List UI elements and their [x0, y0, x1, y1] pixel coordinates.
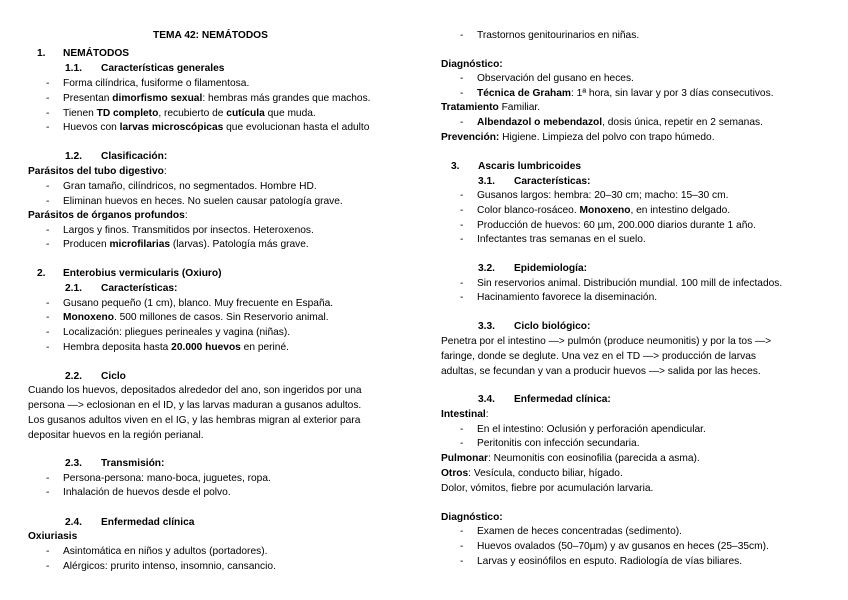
paragraph-label: Oxiuriasis: [28, 531, 78, 542]
list-item-text: Monoxeno. 500 millones de casos. Sin Reservorio animal.: [63, 312, 329, 323]
paragraph-line: Dolor, vómitos, fiebre por acumulación larvaria.: [441, 483, 654, 494]
list-item: [46, 312, 329, 324]
bullet: -: [46, 108, 50, 119]
bullet: -: [46, 181, 50, 192]
list-item: [46, 546, 268, 558]
section-title: Enfermedad clínica: [101, 517, 195, 528]
paragraph-line: faringe, donde se deglute. Una vez en el TD —> producción de larvas: [441, 351, 756, 362]
section-1-1-heading: [65, 63, 225, 75]
section-number: 1.1.: [65, 63, 82, 74]
list-item: [46, 93, 371, 105]
list-item: [460, 526, 682, 538]
bullet: -: [460, 88, 464, 99]
paragraph-line: adultas, se fecundan y van a producir huevos —> salida por las heces.: [441, 366, 761, 377]
list-item: [46, 473, 271, 485]
list-item-text: Peritonitis con infección secundaria.: [477, 438, 640, 449]
bullet: -: [46, 473, 50, 484]
bullet: -: [460, 278, 464, 289]
list-item-text: Color blanco-rosáceo. Monoxeno, en intestino delgado.: [477, 205, 731, 216]
list-item: [460, 205, 731, 217]
paragraph-line: Cuando los huevos, depositados alrededor del ano, son ingeridos por una: [28, 385, 362, 396]
section-title: Características:: [514, 176, 591, 187]
section-title: Transmisión:: [101, 458, 165, 469]
list-item-text: Alérgicos: prurito intenso, insomnio, cansancio.: [63, 561, 276, 572]
list-item: [460, 117, 763, 129]
list-item: [460, 88, 774, 100]
paragraph-line: Los gusanos adultos viven en el IG, y las hembras migran al exterior para: [28, 415, 361, 426]
section-3-2-heading: [478, 263, 588, 275]
list-item-text: Huevos ovalados (50–70µm) y av gusanos en heces (25–35cm).: [477, 541, 769, 552]
bullet: -: [460, 292, 464, 303]
bullet: -: [46, 546, 50, 557]
list-item-text: Sin reservorios animal. Distribución mundial. 100 mill de infectados.: [477, 278, 783, 289]
list-item-text: Albendazol o mebendazol, dosis única, repetir en 2 semanas.: [477, 117, 763, 128]
section-2-1-heading: [65, 283, 178, 295]
section-title: Enfermedad clínica:: [514, 394, 611, 405]
list-item-text: Técnica de Graham: 1ª hora, sin lavar y por 3 días consecutivos.: [477, 88, 774, 99]
section-title: Ciclo: [101, 371, 126, 382]
bullet: -: [46, 122, 50, 133]
list-item-text: Inhalación de huevos desde el polvo.: [63, 487, 231, 498]
list-item: [46, 327, 291, 339]
bullet: -: [46, 312, 50, 323]
list-item: [460, 190, 729, 202]
list-item-text: Hacinamiento favorece la diseminación.: [477, 292, 658, 303]
bullet: -: [460, 220, 464, 231]
list-item-text: Gusano pequeño (1 cm), blanco. Muy frecuente en España.: [63, 298, 334, 309]
bullet: -: [46, 342, 50, 353]
list-item-text: Producen microfilarias (larvas). Patología más grave.: [63, 239, 309, 250]
list-item: [46, 239, 309, 251]
list-item: [460, 438, 640, 450]
list-item: [460, 541, 769, 553]
bullet: -: [460, 438, 464, 449]
bullet: -: [460, 234, 464, 245]
section-number: 3.2.: [478, 263, 495, 274]
bullet: -: [460, 541, 464, 552]
section-number: 3.3.: [478, 321, 495, 332]
list-item: [460, 220, 756, 232]
list-item: [46, 196, 343, 208]
paragraph-label: Diagnóstico:: [441, 512, 503, 523]
list-item-text: Hembra deposita hasta 20.000 huevos en periné.: [63, 342, 289, 353]
section-number: 3.4.: [478, 394, 495, 405]
list-item-text: Producción de huevos: 60 µm, 200.000 diarios durante 1 año.: [477, 220, 756, 231]
paragraph-label: Parásitos del tubo digestivo:: [28, 166, 167, 177]
paragraph-line: Penetra por el intestino —> pulmón (produce neumonitis) y por la tos —>: [441, 336, 772, 347]
section-1-2-heading: [65, 151, 168, 163]
list-item-text: Examen de heces concentradas (sedimento).: [477, 526, 682, 537]
section-3-4-heading: [478, 394, 611, 406]
list-item-text: Gusanos largos: hembra: 20–30 cm; macho: 15–30 cm.: [477, 190, 729, 201]
bullet: -: [46, 93, 50, 104]
list-item-text: Localización: pliegues perineales y vagina (niñas).: [63, 327, 291, 338]
document-title: TEMA 42: NEMÁTODOS: [153, 30, 268, 41]
bullet: -: [460, 73, 464, 84]
bullet: -: [460, 117, 464, 128]
list-item: [46, 181, 317, 193]
section-1-heading: [37, 48, 130, 60]
section-title: Epidemiología:: [514, 263, 588, 274]
list-item-text: Gran tamaño, cilíndricos, no segmentados. Hombre HD.: [63, 181, 317, 192]
section-title: Características generales: [101, 63, 225, 74]
list-item: [460, 73, 634, 85]
bullet: -: [460, 526, 464, 537]
bullet: -: [46, 196, 50, 207]
list-item: [46, 298, 334, 310]
list-item-text: Presentan dimorfismo sexual: hembras más grandes que machos.: [63, 93, 371, 104]
paragraph-label: Diagnóstico:: [441, 59, 503, 70]
paragraph-line: Pulmonar: Neumonitis con eosinofilia (parecida a asma).: [441, 453, 700, 464]
bullet: -: [46, 239, 50, 250]
section-2-4-heading: [65, 517, 195, 529]
section-2-3-heading: [65, 458, 165, 470]
paragraph-label: Intestinal:: [441, 409, 489, 420]
list-item: [460, 424, 706, 436]
list-item-text: Infectantes tras semanas en el suelo.: [477, 234, 646, 245]
bullet: -: [46, 225, 50, 236]
section-number: 1.2.: [65, 151, 82, 162]
paragraph-line: Prevención: Higiene. Limpieza del polvo con trapo húmedo.: [441, 132, 715, 143]
section-number: 2.2.: [65, 371, 82, 382]
list-item: [460, 30, 640, 42]
bullet: -: [460, 556, 464, 567]
list-item: [46, 122, 370, 134]
section-title: Ciclo biológico:: [514, 321, 591, 332]
list-item-text: Tienen TD completo, recubierto de cutícula que muda.: [63, 108, 316, 119]
section-title: Características:: [101, 283, 178, 294]
section-number: 1.: [37, 48, 46, 59]
section-number: 3.1.: [478, 176, 495, 187]
bullet: -: [46, 298, 50, 309]
section-number: 2.: [37, 268, 46, 279]
list-item-text: Eliminan huevos en heces. No suelen causar patología grave.: [63, 196, 343, 207]
section-3-3-heading: [478, 321, 591, 333]
list-item: [460, 234, 646, 246]
list-item: [460, 292, 658, 304]
section-number: 3.: [451, 161, 460, 172]
list-item-text: Persona-persona: mano-boca, juguetes, ropa.: [63, 473, 271, 484]
list-item: [46, 78, 250, 90]
paragraph-line: Tratamiento Familiar.: [441, 102, 541, 113]
section-title: NEMÁTODOS: [63, 48, 130, 59]
bullet: -: [460, 190, 464, 201]
list-item-text: Trastornos genitourinarios en niñas.: [477, 30, 640, 41]
section-number: 2.3.: [65, 458, 82, 469]
paragraph-label: Parásitos de órganos profundos:: [28, 210, 188, 221]
section-number: 2.4.: [65, 517, 82, 528]
list-item: [460, 278, 783, 290]
list-item: [46, 342, 289, 354]
section-title: Ascaris lumbricoides: [478, 161, 582, 172]
bullet: -: [460, 424, 464, 435]
section-3-heading: [451, 161, 582, 173]
bullet: -: [46, 327, 50, 338]
bullet: -: [46, 561, 50, 572]
list-item-text: Largos y finos. Transmitidos por insectos. Heteroxenos.: [63, 225, 314, 236]
section-title: Clasificación:: [101, 151, 168, 162]
paragraph-line: Otros: Vesícula, conducto biliar, hígado.: [441, 468, 623, 479]
list-item: [46, 487, 231, 499]
bullet: -: [46, 487, 50, 498]
list-item: [46, 108, 316, 120]
list-item: [46, 561, 276, 573]
section-title: Enterobius vermicularis (Oxiuro): [63, 268, 222, 279]
list-item-text: Larvas y eosinófilos en esputo. Radiología de vías biliares.: [477, 556, 743, 567]
list-item-text: Observación del gusano en heces.: [477, 73, 634, 84]
section-number: 2.1.: [65, 283, 82, 294]
bullet: -: [460, 205, 464, 216]
list-item-text: Huevos con larvas microscópicas que evolucionan hasta el adulto: [63, 122, 370, 133]
list-item: [460, 556, 743, 568]
bullet: -: [460, 30, 464, 41]
section-2-heading: [37, 268, 222, 280]
list-item-text: Asintomática en niños y adultos (portadores).: [63, 546, 268, 557]
paragraph-line: persona —> eclosionan en el ID, y las larvas maduran a gusanos adultos.: [28, 400, 362, 411]
section-3-1-heading: [478, 176, 591, 188]
section-2-2-heading: [65, 371, 126, 383]
bullet: -: [46, 78, 50, 89]
paragraph-line: depositar huevos en la región perianal.: [28, 430, 204, 441]
list-item-text: En el intestino: Oclusión y perforación apendicular.: [477, 424, 706, 435]
list-item: [46, 225, 314, 237]
list-item-text: Forma cilíndrica, fusiforme o filamentosa.: [63, 78, 250, 89]
